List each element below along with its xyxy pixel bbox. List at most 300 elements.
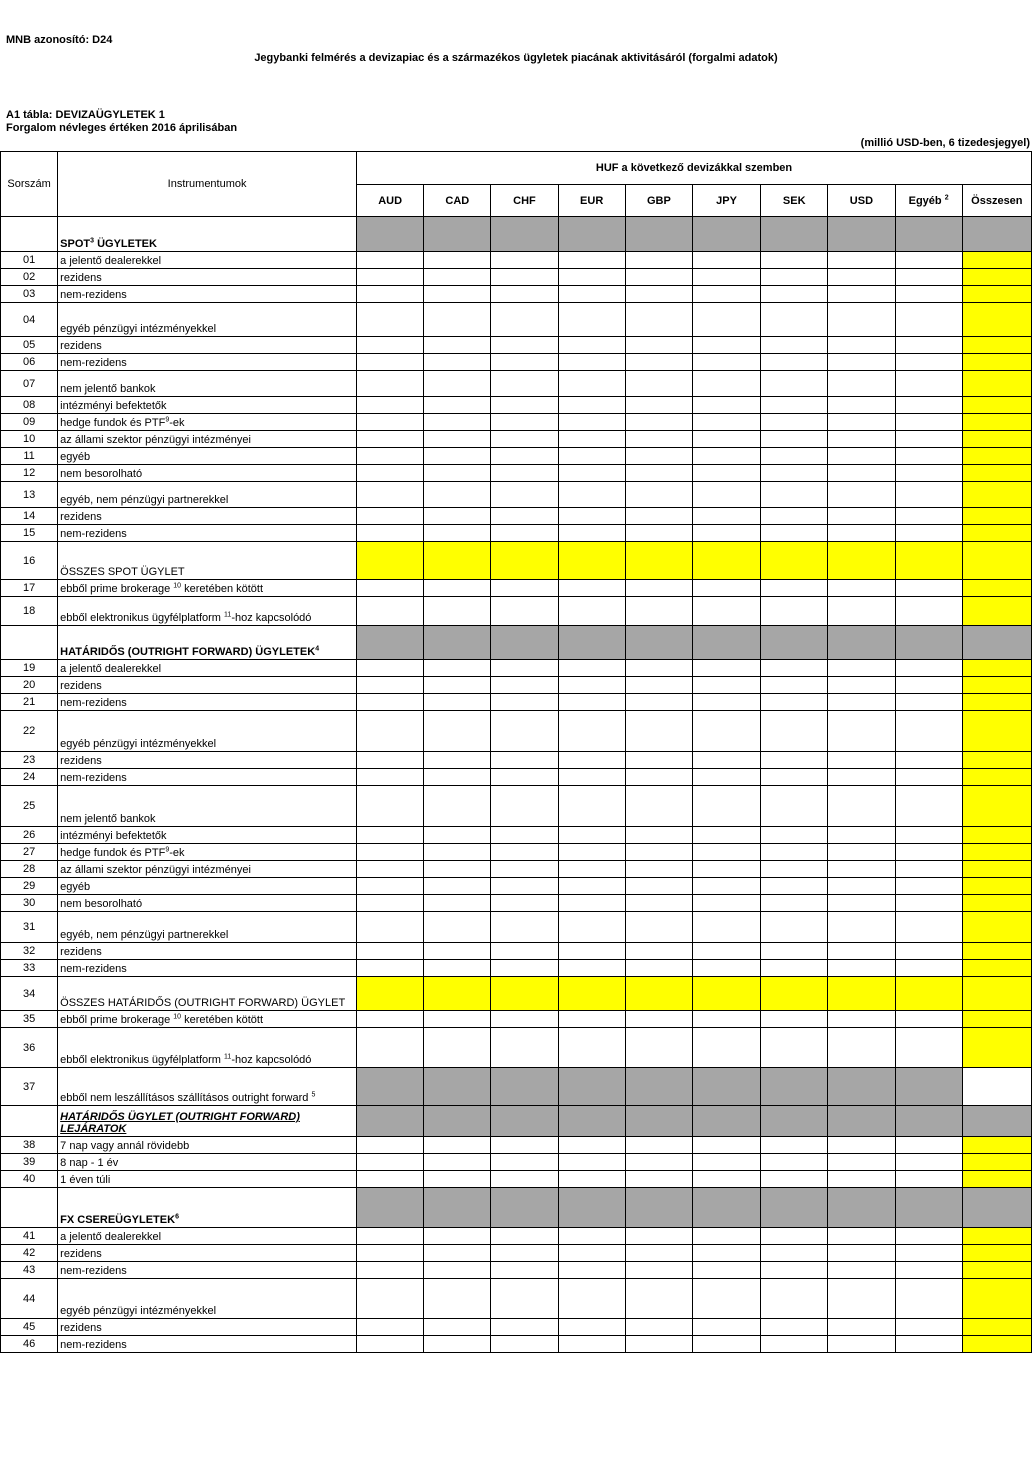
value-cell[interactable] xyxy=(828,508,895,525)
value-cell[interactable] xyxy=(962,269,1031,286)
value-cell[interactable] xyxy=(625,1319,692,1336)
value-cell[interactable] xyxy=(424,252,491,269)
value-cell[interactable] xyxy=(962,597,1031,626)
value-cell[interactable] xyxy=(761,1262,828,1279)
value-cell[interactable] xyxy=(558,1336,625,1353)
value-cell[interactable] xyxy=(692,878,760,895)
value-cell[interactable] xyxy=(692,1011,760,1028)
value-cell[interactable] xyxy=(761,769,828,786)
value-cell[interactable] xyxy=(491,786,558,827)
value-cell[interactable] xyxy=(828,960,895,977)
value-cell[interactable] xyxy=(625,844,692,861)
value-cell[interactable] xyxy=(962,542,1031,580)
value-cell[interactable] xyxy=(761,895,828,912)
value-cell[interactable] xyxy=(692,397,760,414)
value-cell[interactable] xyxy=(962,525,1031,542)
value-cell[interactable] xyxy=(424,827,491,844)
value-cell[interactable] xyxy=(424,1171,491,1188)
value-cell[interactable] xyxy=(558,844,625,861)
value-cell[interactable] xyxy=(828,844,895,861)
value-cell[interactable] xyxy=(761,397,828,414)
value-cell[interactable] xyxy=(828,1245,895,1262)
value-cell[interactable] xyxy=(692,580,760,597)
value-cell[interactable] xyxy=(692,711,760,752)
value-cell[interactable] xyxy=(828,827,895,844)
value-cell[interactable] xyxy=(625,878,692,895)
value-cell[interactable] xyxy=(761,269,828,286)
value-cell[interactable] xyxy=(962,414,1031,431)
value-cell[interactable] xyxy=(491,878,558,895)
value-cell[interactable] xyxy=(962,1336,1031,1353)
value-cell[interactable] xyxy=(828,711,895,752)
value-cell[interactable] xyxy=(895,414,962,431)
value-cell[interactable] xyxy=(962,482,1031,508)
value-cell[interactable] xyxy=(828,337,895,354)
value-cell[interactable] xyxy=(692,677,760,694)
value-cell[interactable] xyxy=(424,597,491,626)
value-cell[interactable] xyxy=(357,252,424,269)
value-cell[interactable] xyxy=(424,371,491,397)
value-cell[interactable] xyxy=(558,414,625,431)
value-cell[interactable] xyxy=(692,414,760,431)
value-cell[interactable] xyxy=(962,977,1031,1011)
value-cell[interactable] xyxy=(895,1262,962,1279)
value-cell[interactable] xyxy=(692,844,760,861)
value-cell[interactable] xyxy=(357,769,424,786)
value-cell[interactable] xyxy=(558,397,625,414)
value-cell[interactable] xyxy=(895,465,962,482)
value-cell[interactable] xyxy=(828,371,895,397)
value-cell[interactable] xyxy=(692,354,760,371)
value-cell[interactable] xyxy=(828,252,895,269)
value-cell[interactable] xyxy=(895,371,962,397)
value-cell[interactable] xyxy=(491,431,558,448)
value-cell[interactable] xyxy=(558,827,625,844)
value-cell[interactable] xyxy=(895,431,962,448)
value-cell[interactable] xyxy=(692,694,760,711)
value-cell[interactable] xyxy=(491,597,558,626)
value-cell[interactable] xyxy=(692,895,760,912)
value-cell[interactable] xyxy=(828,1011,895,1028)
value-cell[interactable] xyxy=(558,1245,625,1262)
value-cell[interactable] xyxy=(491,861,558,878)
value-cell[interactable] xyxy=(558,1262,625,1279)
value-cell[interactable] xyxy=(625,1262,692,1279)
value-cell[interactable] xyxy=(357,1154,424,1171)
value-cell[interactable] xyxy=(761,597,828,626)
value-cell[interactable] xyxy=(895,269,962,286)
value-cell[interactable] xyxy=(625,1011,692,1028)
value-cell[interactable] xyxy=(424,1319,491,1336)
value-cell[interactable] xyxy=(828,580,895,597)
value-cell[interactable] xyxy=(962,1068,1031,1106)
value-cell[interactable] xyxy=(761,303,828,337)
value-cell[interactable] xyxy=(424,431,491,448)
value-cell[interactable] xyxy=(424,769,491,786)
value-cell[interactable] xyxy=(761,337,828,354)
value-cell[interactable] xyxy=(491,303,558,337)
value-cell[interactable] xyxy=(761,482,828,508)
value-cell[interactable] xyxy=(761,752,828,769)
value-cell[interactable] xyxy=(895,1137,962,1154)
value-cell[interactable] xyxy=(357,354,424,371)
value-cell[interactable] xyxy=(357,465,424,482)
value-cell[interactable] xyxy=(357,660,424,677)
value-cell[interactable] xyxy=(962,397,1031,414)
value-cell[interactable] xyxy=(828,303,895,337)
value-cell[interactable] xyxy=(625,371,692,397)
value-cell[interactable] xyxy=(625,508,692,525)
value-cell[interactable] xyxy=(761,371,828,397)
value-cell[interactable] xyxy=(357,786,424,827)
value-cell[interactable] xyxy=(692,1028,760,1068)
value-cell[interactable] xyxy=(424,677,491,694)
value-cell[interactable] xyxy=(625,660,692,677)
value-cell[interactable] xyxy=(558,1011,625,1028)
value-cell[interactable] xyxy=(625,431,692,448)
value-cell[interactable] xyxy=(895,508,962,525)
value-cell[interactable] xyxy=(424,1262,491,1279)
value-cell[interactable] xyxy=(357,1319,424,1336)
value-cell[interactable] xyxy=(828,677,895,694)
value-cell[interactable] xyxy=(357,371,424,397)
value-cell[interactable] xyxy=(692,960,760,977)
value-cell[interactable] xyxy=(692,508,760,525)
value-cell[interactable] xyxy=(424,1137,491,1154)
value-cell[interactable] xyxy=(895,711,962,752)
value-cell[interactable] xyxy=(424,660,491,677)
value-cell[interactable] xyxy=(491,269,558,286)
value-cell[interactable] xyxy=(962,660,1031,677)
value-cell[interactable] xyxy=(625,580,692,597)
value-cell[interactable] xyxy=(962,861,1031,878)
value-cell[interactable] xyxy=(558,303,625,337)
value-cell[interactable] xyxy=(491,752,558,769)
value-cell[interactable] xyxy=(962,1137,1031,1154)
value-cell[interactable] xyxy=(962,1262,1031,1279)
value-cell[interactable] xyxy=(625,960,692,977)
value-cell[interactable] xyxy=(424,1228,491,1245)
value-cell[interactable] xyxy=(625,694,692,711)
value-cell[interactable] xyxy=(625,1028,692,1068)
value-cell[interactable] xyxy=(962,1319,1031,1336)
value-cell[interactable] xyxy=(895,597,962,626)
value-cell[interactable] xyxy=(962,303,1031,337)
value-cell[interactable] xyxy=(558,354,625,371)
value-cell[interactable] xyxy=(357,1245,424,1262)
value-cell[interactable] xyxy=(895,354,962,371)
value-cell[interactable] xyxy=(895,482,962,508)
value-cell[interactable] xyxy=(828,912,895,943)
value-cell[interactable] xyxy=(558,1171,625,1188)
value-cell[interactable] xyxy=(692,1262,760,1279)
value-cell[interactable] xyxy=(558,895,625,912)
value-cell[interactable] xyxy=(828,542,895,580)
value-cell[interactable] xyxy=(491,960,558,977)
value-cell[interactable] xyxy=(692,525,760,542)
value-cell[interactable] xyxy=(491,448,558,465)
value-cell[interactable] xyxy=(895,943,962,960)
value-cell[interactable] xyxy=(962,1279,1031,1319)
value-cell[interactable] xyxy=(692,597,760,626)
value-cell[interactable] xyxy=(692,1319,760,1336)
value-cell[interactable] xyxy=(491,414,558,431)
value-cell[interactable] xyxy=(357,977,424,1011)
value-cell[interactable] xyxy=(761,431,828,448)
value-cell[interactable] xyxy=(491,525,558,542)
value-cell[interactable] xyxy=(424,752,491,769)
value-cell[interactable] xyxy=(558,711,625,752)
value-cell[interactable] xyxy=(558,943,625,960)
value-cell[interactable] xyxy=(692,1228,760,1245)
value-cell[interactable] xyxy=(962,711,1031,752)
value-cell[interactable] xyxy=(692,431,760,448)
value-cell[interactable] xyxy=(895,752,962,769)
value-cell[interactable] xyxy=(357,1279,424,1319)
value-cell[interactable] xyxy=(558,1137,625,1154)
value-cell[interactable] xyxy=(962,878,1031,895)
value-cell[interactable] xyxy=(625,1336,692,1353)
value-cell[interactable] xyxy=(828,448,895,465)
value-cell[interactable] xyxy=(357,286,424,303)
value-cell[interactable] xyxy=(558,1154,625,1171)
value-cell[interactable] xyxy=(424,1028,491,1068)
value-cell[interactable] xyxy=(895,861,962,878)
value-cell[interactable] xyxy=(357,912,424,943)
value-cell[interactable] xyxy=(558,337,625,354)
value-cell[interactable] xyxy=(491,1336,558,1353)
value-cell[interactable] xyxy=(895,977,962,1011)
value-cell[interactable] xyxy=(828,1028,895,1068)
value-cell[interactable] xyxy=(761,414,828,431)
value-cell[interactable] xyxy=(761,465,828,482)
value-cell[interactable] xyxy=(828,895,895,912)
value-cell[interactable] xyxy=(692,660,760,677)
value-cell[interactable] xyxy=(558,694,625,711)
value-cell[interactable] xyxy=(692,337,760,354)
value-cell[interactable] xyxy=(962,371,1031,397)
value-cell[interactable] xyxy=(357,337,424,354)
value-cell[interactable] xyxy=(962,677,1031,694)
value-cell[interactable] xyxy=(962,580,1031,597)
value-cell[interactable] xyxy=(761,1028,828,1068)
value-cell[interactable] xyxy=(761,1228,828,1245)
value-cell[interactable] xyxy=(828,977,895,1011)
value-cell[interactable] xyxy=(491,1028,558,1068)
value-cell[interactable] xyxy=(895,337,962,354)
value-cell[interactable] xyxy=(491,1154,558,1171)
value-cell[interactable] xyxy=(625,752,692,769)
value-cell[interactable] xyxy=(761,677,828,694)
value-cell[interactable] xyxy=(558,431,625,448)
value-cell[interactable] xyxy=(692,465,760,482)
value-cell[interactable] xyxy=(491,677,558,694)
value-cell[interactable] xyxy=(357,1171,424,1188)
value-cell[interactable] xyxy=(895,677,962,694)
value-cell[interactable] xyxy=(761,786,828,827)
value-cell[interactable] xyxy=(491,912,558,943)
value-cell[interactable] xyxy=(692,977,760,1011)
value-cell[interactable] xyxy=(357,1028,424,1068)
value-cell[interactable] xyxy=(491,252,558,269)
value-cell[interactable] xyxy=(625,397,692,414)
value-cell[interactable] xyxy=(558,1228,625,1245)
value-cell[interactable] xyxy=(491,508,558,525)
value-cell[interactable] xyxy=(558,597,625,626)
value-cell[interactable] xyxy=(828,465,895,482)
value-cell[interactable] xyxy=(357,1228,424,1245)
value-cell[interactable] xyxy=(491,769,558,786)
value-cell[interactable] xyxy=(692,769,760,786)
value-cell[interactable] xyxy=(828,286,895,303)
value-cell[interactable] xyxy=(491,465,558,482)
value-cell[interactable] xyxy=(357,597,424,626)
value-cell[interactable] xyxy=(761,977,828,1011)
value-cell[interactable] xyxy=(424,580,491,597)
value-cell[interactable] xyxy=(962,252,1031,269)
value-cell[interactable] xyxy=(558,960,625,977)
value-cell[interactable] xyxy=(357,878,424,895)
value-cell[interactable] xyxy=(625,1171,692,1188)
value-cell[interactable] xyxy=(357,1011,424,1028)
value-cell[interactable] xyxy=(424,861,491,878)
value-cell[interactable] xyxy=(558,977,625,1011)
value-cell[interactable] xyxy=(962,943,1031,960)
value-cell[interactable] xyxy=(828,694,895,711)
value-cell[interactable] xyxy=(357,694,424,711)
value-cell[interactable] xyxy=(692,827,760,844)
value-cell[interactable] xyxy=(692,943,760,960)
value-cell[interactable] xyxy=(895,1245,962,1262)
value-cell[interactable] xyxy=(761,878,828,895)
value-cell[interactable] xyxy=(895,252,962,269)
value-cell[interactable] xyxy=(692,1154,760,1171)
value-cell[interactable] xyxy=(558,1319,625,1336)
value-cell[interactable] xyxy=(761,694,828,711)
value-cell[interactable] xyxy=(962,1228,1031,1245)
value-cell[interactable] xyxy=(558,1279,625,1319)
value-cell[interactable] xyxy=(828,1228,895,1245)
value-cell[interactable] xyxy=(558,786,625,827)
value-cell[interactable] xyxy=(895,878,962,895)
value-cell[interactable] xyxy=(558,660,625,677)
value-cell[interactable] xyxy=(558,269,625,286)
value-cell[interactable] xyxy=(761,1171,828,1188)
value-cell[interactable] xyxy=(424,912,491,943)
value-cell[interactable] xyxy=(625,482,692,508)
value-cell[interactable] xyxy=(761,354,828,371)
value-cell[interactable] xyxy=(962,286,1031,303)
value-cell[interactable] xyxy=(761,943,828,960)
value-cell[interactable] xyxy=(761,1137,828,1154)
value-cell[interactable] xyxy=(895,1319,962,1336)
value-cell[interactable] xyxy=(625,252,692,269)
value-cell[interactable] xyxy=(424,786,491,827)
value-cell[interactable] xyxy=(692,1279,760,1319)
value-cell[interactable] xyxy=(424,448,491,465)
value-cell[interactable] xyxy=(491,895,558,912)
value-cell[interactable] xyxy=(692,1171,760,1188)
value-cell[interactable] xyxy=(625,269,692,286)
value-cell[interactable] xyxy=(558,525,625,542)
value-cell[interactable] xyxy=(357,895,424,912)
value-cell[interactable] xyxy=(761,711,828,752)
value-cell[interactable] xyxy=(558,542,625,580)
value-cell[interactable] xyxy=(424,1011,491,1028)
value-cell[interactable] xyxy=(895,303,962,337)
value-cell[interactable] xyxy=(828,1171,895,1188)
value-cell[interactable] xyxy=(424,960,491,977)
value-cell[interactable] xyxy=(692,448,760,465)
value-cell[interactable] xyxy=(357,431,424,448)
value-cell[interactable] xyxy=(424,465,491,482)
value-cell[interactable] xyxy=(895,286,962,303)
value-cell[interactable] xyxy=(895,1011,962,1028)
value-cell[interactable] xyxy=(357,542,424,580)
value-cell[interactable] xyxy=(895,542,962,580)
value-cell[interactable] xyxy=(424,878,491,895)
value-cell[interactable] xyxy=(962,844,1031,861)
value-cell[interactable] xyxy=(761,1336,828,1353)
value-cell[interactable] xyxy=(962,465,1031,482)
value-cell[interactable] xyxy=(625,414,692,431)
value-cell[interactable] xyxy=(692,286,760,303)
value-cell[interactable] xyxy=(761,844,828,861)
value-cell[interactable] xyxy=(424,337,491,354)
value-cell[interactable] xyxy=(625,1228,692,1245)
value-cell[interactable] xyxy=(357,1336,424,1353)
value-cell[interactable] xyxy=(491,1279,558,1319)
value-cell[interactable] xyxy=(761,912,828,943)
value-cell[interactable] xyxy=(895,397,962,414)
value-cell[interactable] xyxy=(828,431,895,448)
value-cell[interactable] xyxy=(895,912,962,943)
value-cell[interactable] xyxy=(895,694,962,711)
value-cell[interactable] xyxy=(357,677,424,694)
value-cell[interactable] xyxy=(424,694,491,711)
value-cell[interactable] xyxy=(357,752,424,769)
value-cell[interactable] xyxy=(424,269,491,286)
value-cell[interactable] xyxy=(761,286,828,303)
value-cell[interactable] xyxy=(828,660,895,677)
value-cell[interactable] xyxy=(558,465,625,482)
value-cell[interactable] xyxy=(761,508,828,525)
value-cell[interactable] xyxy=(962,895,1031,912)
value-cell[interactable] xyxy=(558,677,625,694)
value-cell[interactable] xyxy=(424,482,491,508)
value-cell[interactable] xyxy=(625,1279,692,1319)
value-cell[interactable] xyxy=(491,660,558,677)
value-cell[interactable] xyxy=(424,943,491,960)
value-cell[interactable] xyxy=(625,465,692,482)
value-cell[interactable] xyxy=(761,1154,828,1171)
value-cell[interactable] xyxy=(692,752,760,769)
value-cell[interactable] xyxy=(895,960,962,977)
value-cell[interactable] xyxy=(625,1154,692,1171)
value-cell[interactable] xyxy=(962,912,1031,943)
value-cell[interactable] xyxy=(357,269,424,286)
value-cell[interactable] xyxy=(828,1319,895,1336)
value-cell[interactable] xyxy=(962,1011,1031,1028)
value-cell[interactable] xyxy=(895,448,962,465)
value-cell[interactable] xyxy=(962,752,1031,769)
value-cell[interactable] xyxy=(625,711,692,752)
value-cell[interactable] xyxy=(962,354,1031,371)
value-cell[interactable] xyxy=(625,337,692,354)
value-cell[interactable] xyxy=(491,1228,558,1245)
value-cell[interactable] xyxy=(692,303,760,337)
value-cell[interactable] xyxy=(357,414,424,431)
